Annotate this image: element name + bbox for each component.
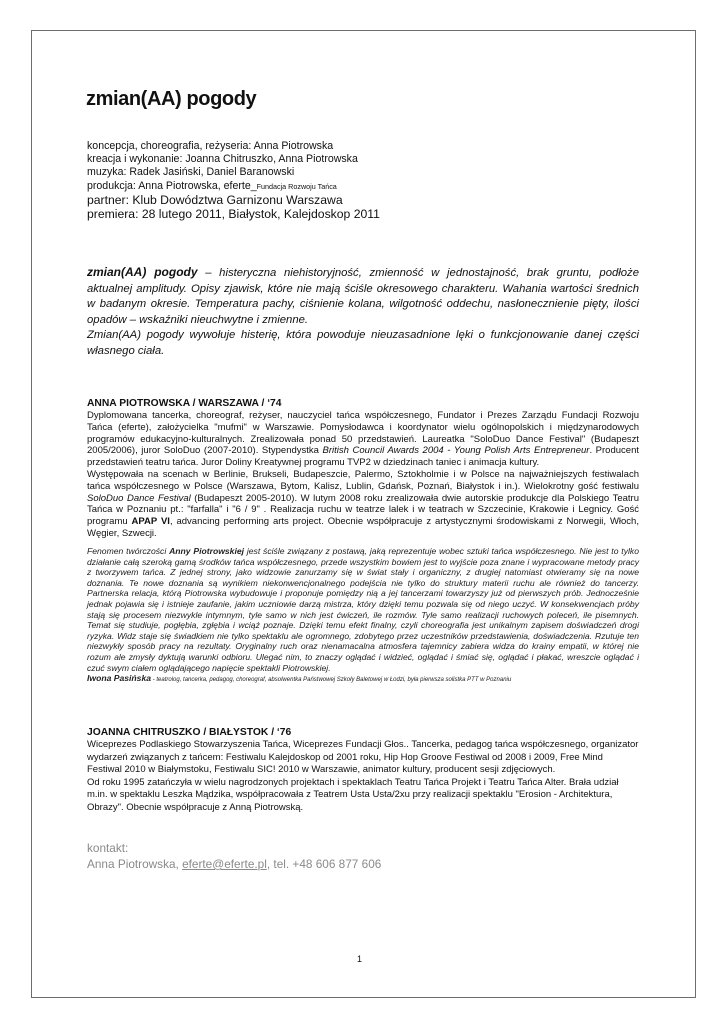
intro-bold-title: zmian(AA) pogody	[87, 265, 198, 279]
joanna-bio-paragraph-2: Od roku 1995 zatańczyła w wielu nagrodzonych projektach i spektaklach Teatru Tańca Projekt i Teatru Tańca Alter. Brała udział m.in. w spektaklu Leszka Mądzika, współpracowała z Teatrem Usta Usta/2xu przy realizacji spektaklu "Erosion - Architektura, Obrazy". Obecnie współpracuje z Anną Piotrowską.	[87, 776, 619, 813]
intro-text-1: – histeryczna niehistoryjność, zmienność w jednostajność, brak gruntu, podłoże aktualnej amplitudy. Opisy zjawisk, które nie mają ściśle okresowego charakteru. Wahania wartości średnich w badanym okresie. Temperatura pachy, ciśnienie kolana, wilgotność oddechu, nasłonecznienie pięty, ilości opadów – wskaźniki nieuchwytne i zmienne.	[87, 267, 639, 326]
anna-bio-text: . Producent przedstawień teatru tańca. Juror Doliny Kreatywnej programu TVP2 w dziedzinach taniec i animacja kultury.	[87, 445, 639, 469]
anna-bio-text: Występowała na scenach w Berlinie, Brukseli, Budapeszcie, Palermo, Sztokholmie i w Polsce na najważniejszych festiwalach tańca współczesnego w Polsce (Warszawa, Bytom, Kalisz, Lublin, Gdańsk, Poznań, Białystok i in.). Wielokrotny gość festiwalu	[87, 468, 639, 492]
anna-bio-paragraph-2	[87, 469, 639, 540]
anna-bio-paragraph-1	[87, 410, 639, 469]
credit-premiere: premiera: 28 lutego 2011, Białystok, Kalejdoskop 2011	[87, 206, 380, 221]
anna-bio-text: Dyplomowana tancerka, choreograf, reżyser, nauczyciel tańca współczesnego, Fundator i Prezes Zarządu Fundacji Rozwoju Tańca (eferte), założycielka "mufmi" w Warszawie. Pomysłodawca i koordynator wielu ogólnopolskich i międzynarodowych programów edukacyjno-kulturalnych. Zrealizowała ponad 50 przedstawień. Laureatka "SoloDuo Dance Festival" (Budapeszt 2005/2006), juror SoloDuo (2007-2010). Stypendystka	[87, 410, 639, 457]
contact-label: kontakt:	[87, 841, 129, 855]
contact-block	[87, 840, 381, 872]
joanna-heading: JOANNA CHITRUSZKO / BIAŁYSTOK / ‘76	[87, 727, 292, 738]
credit-production	[87, 180, 647, 193]
page-number: 1	[357, 954, 363, 964]
document-title: zmian(AA) pogody	[86, 88, 257, 110]
award-name: British Council Awards 2004 - Young Polish Arts Entrepreneur	[322, 445, 590, 457]
anna-heading: ANNA PIOTROWSKA / WARSZAWA / ‘74	[87, 398, 282, 409]
quote-part: jest ściśle związany z postawą, jaką reprezentuje wobec sztuki tańca współczesnego. Nie jest to tylko działanie całą szeroką gamą środków tańca współczesnego, przede wszystkim bowiem jest to wyjście poza znane i wypracowane metody pracy z tworzywem tańca. Z jednej strony, jako widzowie zanurzamy się w świat stały i organiczny, z drugiej natomiast otwieramy się na nowe doznania. Te nowe doznania są wynikiem niekonwencjonalnego podejścia nie tylko do struktury materii ruchu ale również do tancerzy. Partnerska relacja, którą Piotrowska wybudowuje i proponuje pomiędzy nią a jej tancerzami towarzyszy już od pierwszych prób. Jednocześnie jednak pojawia się i istnieje zaufanie, jakim uczniowie darzą mistrza, który dzięki temu pozwala się od niego uczyć. W konsekwencjach próby stają się procesem niezwykle intymnym, tyle samo w nich jest ćwiczeń, ile rozmów. Tyle samo realizacji ruchowych poleceń, ile pisemnych. Temat się studiuje, pogłębia, zgłębia i wciąż poznaje. Dzięki temu efekt finalny, czyli choreografia jest unikalnym zapisem doświadczeń drogi ryzyka. Widz staje się świadkiem nie tylko spektaklu ale ogromnego, zdobytego przez uczestników przedstawienia, doświadczenia. Rzutuje ten niezwykły sposób pracy na rezultaty. Oryginalny ruch oraz nienamacalna atmosfera tajemnicy zabiera widza do krainy empatii, w której nie rozum ale zmysły dyktują warunki odbioru. Ulegać nim, to znaczy oglądać i widzieć, oglądać i śmiać się, oglądać i płakać, wreszcie oglądać i czuć swym ciałem oglądającego napięcie spektakli Piotrowskiej.	[87, 546, 639, 673]
signature-description: - teatrolog, tancerka, pedagog, choreograf, absolwentka Państwowej Szkoły Baletowej w Łodzi, była pierwsza solistka PTT w Poznaniu	[151, 677, 512, 684]
joanna-bio-paragraph-1: Wiceprezes Podlaskiego Stowarzyszenia Tańca, Wiceprezes Fundacji Głos.. Tancerka, pedagog tańca współczesnego, organizator wydarzeń związanych z tańcem: Festiwalu Kalejdoskop od 2001 roku, Hip Hop Groove Festiwal od 2008 i 2009, Free Mind Festiwal 2010 w Białymstoku, Festiwalu SIC! 2010 w Warszawie, animator kultury, producent sesji zdjęciowych.	[87, 739, 639, 776]
joanna-bio	[87, 739, 639, 815]
credit-performers: kreacja i wykonanie: Joanna Chitruszko, Anna Piotrowska	[87, 153, 358, 166]
contact-phone: , tel. +48 606 877 606	[266, 857, 382, 871]
quote-artist-name: Anny Piotrowskiej	[169, 546, 245, 556]
credit-concept: koncepcja, choreografia, reżyseria: Anna Piotrowska	[87, 140, 334, 152]
anna-bio	[87, 410, 639, 540]
festival-name: SoloDuo Dance Festival	[87, 492, 191, 504]
contact-name: Anna Piotrowska,	[87, 857, 183, 871]
production-foundation: Fundacja Rozwoju Tańca	[256, 181, 337, 191]
quote-part: Fenomen twórczości	[87, 546, 170, 556]
signature-name: Iwona Pasińska	[87, 673, 152, 684]
intro-description	[87, 265, 639, 360]
production-text: produkcja: Anna Piotrowska, eferte_	[87, 179, 257, 192]
intro-paragraph-1	[87, 265, 639, 328]
critic-quote	[87, 546, 639, 686]
quote-signature	[87, 673, 639, 686]
contact-details	[87, 856, 381, 872]
credit-music: muzyka: Radek Jasiński, Daniel Baranowski	[87, 166, 295, 179]
apap-name: APAP VI	[131, 516, 170, 528]
email-link[interactable]: eferte@eferte.pl	[182, 857, 267, 871]
anna-bio-text: , advancing performing arts project. Obecnie współpracuje z artystycznymi środowiskami z Norwegii, Włoch, Węgier, Szwecji.	[87, 516, 639, 539]
intro-paragraph-2: Zmian(AA) pogody wywołuje histerię, która powoduje nieuzasadnione lęki o funkcjonowanie danej części własnego ciała.	[87, 329, 639, 357]
credits-block	[87, 140, 647, 221]
anna-bio-text: (Budapeszt 2005-2010). W lutym 2008 roku zrealizowała dwie autorskie produkcje dla Polskiego Teatru Tańca w Poznaniu pt.: "farfalla" i "6 / 9" . Realizacja ruchu w teatrze lalek i w teatrach w Szczecinie, Krakowie i Legnicy. Gość programu	[87, 492, 639, 528]
credit-partner: partner: Klub Dowództwa Garnizonu Warszawa	[87, 192, 343, 207]
quote-text	[87, 546, 639, 673]
